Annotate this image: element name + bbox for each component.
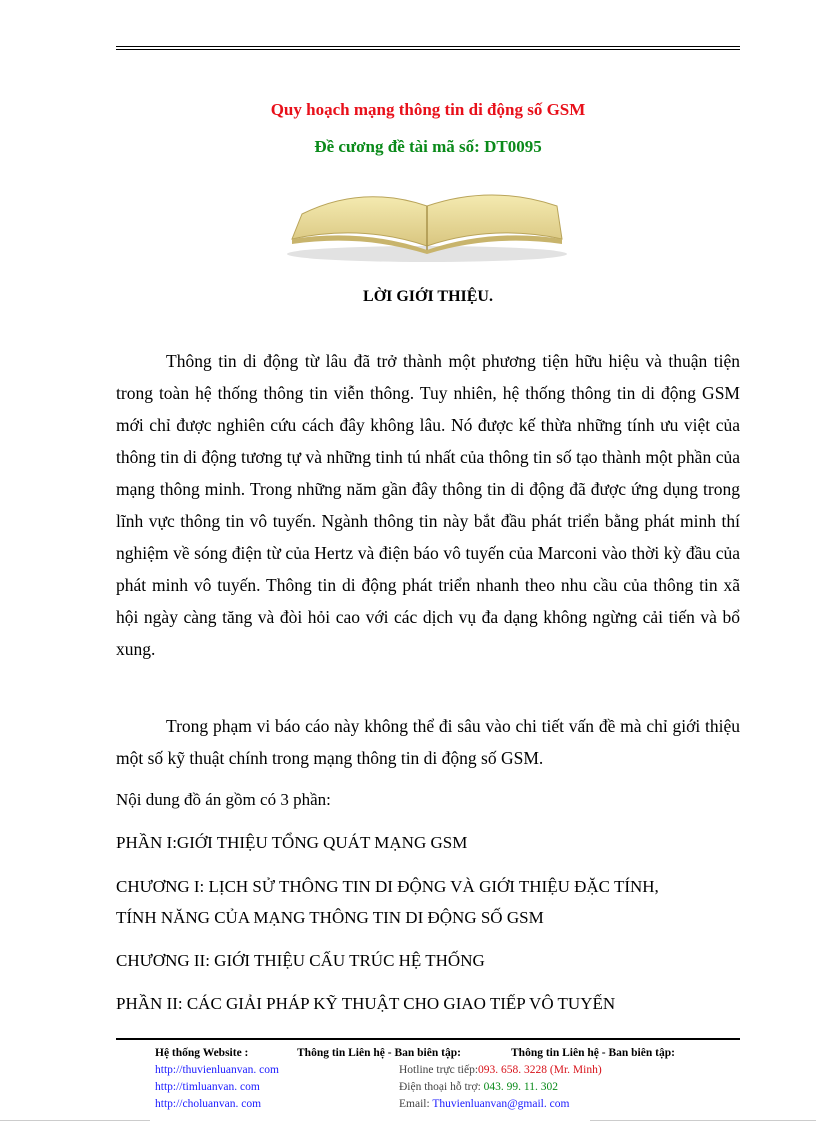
footer-rule <box>116 1038 740 1040</box>
footer-websites-header: Hệ thống Website : <box>155 1047 249 1059</box>
document-subtitle: Đề cương đề tài mã số: DT0095 <box>314 137 542 156</box>
outline-item: TÍNH NĂNG CỦA MẠNG THÔNG TIN DI ĐỘNG SỐ GSM <box>116 908 544 927</box>
open-book-icon <box>282 184 572 264</box>
section-heading: LỜI GIỚI THIỆU. <box>363 288 493 305</box>
footer-websites-column <box>155 1044 279 1113</box>
outline-item: PHẦN I:GIỚI THIỆU TỔNG QUÁT MẠNG GSM <box>116 833 468 852</box>
footer-contact-details <box>399 1062 602 1113</box>
footer-contact-header-2 <box>511 1044 675 1062</box>
footer-contact-header-text: Thông tin Liên hệ - Ban biên tập: <box>297 1047 461 1059</box>
phone-value: 043. 99. 11. 302 <box>483 1081 558 1093</box>
email-label: Email: <box>399 1098 430 1110</box>
page-edge-mark <box>590 1120 816 1121</box>
page-edge-mark <box>0 1120 150 1121</box>
website-link[interactable]: http://thuvienluanvan. com <box>155 1064 279 1076</box>
content-intro-line: Nội dung đồ án gồm có 3 phần: <box>116 790 331 809</box>
footer-contact-header-1 <box>297 1044 461 1062</box>
outline-item: PHẦN II: CÁC GIẢI PHÁP KỸ THUẬT CHO GIAO TIẾP VÔ TUYẾN <box>116 994 616 1013</box>
outline-item: CHƯƠNG I: LỊCH SỬ THÔNG TIN DI ĐỘNG VÀ GIỚI THIỆU ĐẶC TÍNH, <box>116 877 659 896</box>
footer-contact-header-text: Thông tin Liên hệ - Ban biên tập: <box>511 1047 675 1059</box>
header-double-rule <box>116 46 740 52</box>
phone-label: Điện thoại hỗ trợ: <box>399 1081 481 1093</box>
email-link[interactable]: Thuvienluanvan@gmail. com <box>432 1098 570 1110</box>
website-link[interactable]: http://timluanvan. com <box>155 1081 260 1093</box>
intro-paragraph-1: Thông tin di động từ lâu đã trở thành một phương tiện hữu hiệu và thuận tiện trong toàn hệ thống thông tin viễn thông. Tuy nhiên, hệ thống thông tin di động GSM mới chỉ được nghiên cứu cách đây không lâu. Nó được kế thừa những tính ưu việt của thông tin di động tương tự và những tinh tú nhất của thông tin số tạo thành một phần của mạng thông minh. Trong những năm gần đây thông tin di động đã được ứng dụng trong lĩnh vực thông tin vô tuyến. Ngành thông tin này bắt đầu phát triển bằng phát minh thí nghiệm về sóng điện từ của Hertz và điện báo vô tuyến của Marconi vào thời kỳ đầu của phát minh vô tuyến. Thông tin di động phát triển nhanh theo nhu cầu của thông tin xã hội ngày càng tăng và đòi hỏi cao với các dịch vụ đa dạng không ngừng cải tiến và bổ xung. <box>116 351 740 659</box>
hotline-value: 093. 658. 3228 (Mr. Minh) <box>478 1064 602 1076</box>
hotline-label: Hotline trực tiếp: <box>399 1064 479 1076</box>
outline-item: CHƯƠNG II: GIỚI THIỆU CẤU TRÚC HỆ THỐNG <box>116 951 485 970</box>
website-link[interactable]: http://choluanvan. com <box>155 1098 262 1110</box>
document-title: Quy hoạch mạng thông tin di động số GSM <box>270 100 586 119</box>
intro-paragraph-2: Trong phạm vi báo cáo này không thể đi sâu vào chi tiết vấn đề mà chỉ giới thiệu một số kỹ thuật chính trong mạng thông tin di động số GSM. <box>116 716 740 768</box>
